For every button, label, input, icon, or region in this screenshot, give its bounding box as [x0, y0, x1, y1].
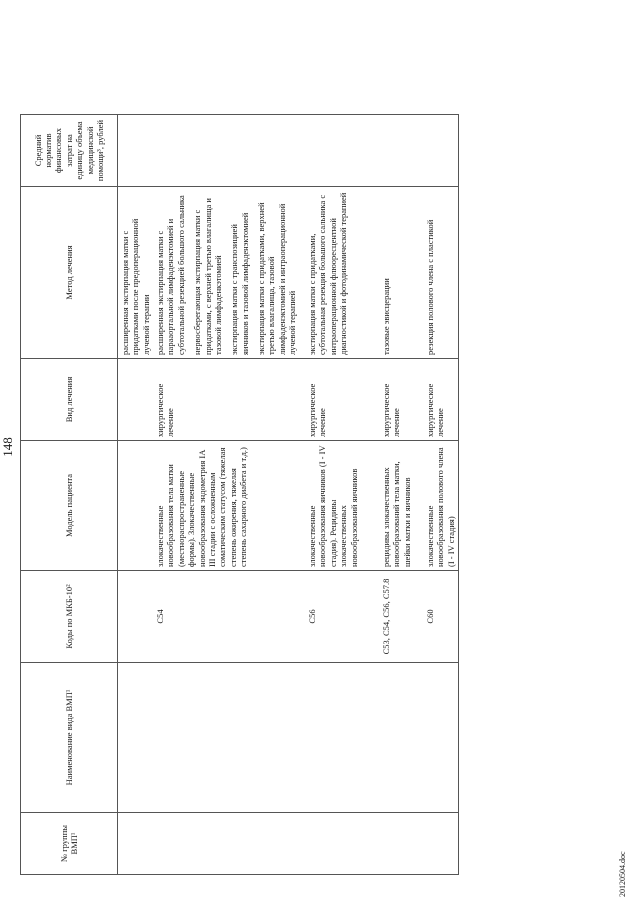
- treatment-method-item: нервосберегающая экстирпация матки с придатками, с верхней третью влагалища и тазовой лимфаденкэтомией: [192, 198, 223, 355]
- cell-treatment-method: [153, 187, 305, 359]
- treatment-method-item: экстирпация матки с придатками, субтотальная резекция большого сальника с интраоперационной флюоресцентной диагностикой и фотодинамической терапией: [307, 192, 349, 355]
- cell-treatment-method: [379, 187, 423, 359]
- cell-icd-code: [118, 571, 154, 663]
- cell-group-no: [118, 813, 154, 875]
- cell-vmp-name: [305, 663, 379, 813]
- cell-vmp-name: [379, 663, 423, 813]
- cell-patient-model: злокачественные новообразования тела матки (местнораспространенные формы). Злокачественные новообразования эндометрия IA III стадии с осложненным соматическим статусом (тяжелая степень ожирения, тяжелая степень сахарного диабета и т.д.): [153, 441, 305, 571]
- treatment-method-item: резекция полового члена с пластикой: [425, 219, 436, 355]
- cell-icd-code: C60: [423, 571, 459, 663]
- cell-icd-code: C53, C54, C56, C57.8: [379, 571, 423, 663]
- cell-group-no: [153, 813, 305, 875]
- footer-filename: 20120504.doc: [618, 851, 627, 897]
- cell-icd-code: C54: [153, 571, 305, 663]
- table-row: [153, 115, 305, 875]
- cell-vmp-name: [118, 663, 154, 813]
- header-patient-model: Модель пациента: [21, 441, 118, 571]
- cell-treatment-type: хирургическое лечение: [379, 359, 423, 441]
- header-treatment-type: Вид лечения: [21, 359, 118, 441]
- header-vmp-name: Наименование вида ВМП¹: [21, 663, 118, 813]
- treatment-method-item: расширенная экстирпация матки с придатками после предоперационной лучевой терапии: [120, 218, 151, 355]
- header-norm-cost: Средний норматив финансовых затрат на единицу объема медицинской помощи³, рублей: [21, 115, 118, 187]
- cell-group-no: [379, 813, 423, 875]
- cell-norm-cost: [423, 115, 459, 187]
- cell-patient-model: злокачественные новообразования полового члена (I - IV стадия): [423, 441, 459, 571]
- treatment-method-item: тазовые эвисцерации: [381, 278, 392, 355]
- cell-group-no: [305, 813, 379, 875]
- treatment-method-item: экстирпация матки с придатками, верхней третью влагалища, тазовой лимфаденэктомией и интраоперационной лучевой терапией: [255, 202, 298, 355]
- cell-treatment-type: хирургическое лечение: [305, 359, 379, 441]
- vmp-table: [20, 114, 459, 875]
- cell-icd-code: C56: [305, 571, 379, 663]
- cell-norm-cost: [118, 115, 154, 187]
- cell-vmp-name: [423, 663, 459, 813]
- cell-norm-cost: [153, 115, 305, 187]
- table-row: [379, 115, 423, 875]
- cell-treatment-type: хирургическое лечение: [153, 359, 305, 441]
- cell-treatment-type: [118, 359, 154, 441]
- cell-norm-cost: [379, 115, 423, 187]
- table-row: [118, 115, 154, 875]
- cell-vmp-name: [153, 663, 305, 813]
- page-number: 148: [0, 437, 15, 457]
- cell-treatment-method: [118, 187, 154, 359]
- table-row: [305, 115, 379, 875]
- header-group-no: № группы ВМП¹: [21, 813, 118, 875]
- table-header-row: [21, 115, 118, 875]
- header-treatment-method: Метод лечения: [21, 187, 118, 359]
- cell-treatment-method: [305, 187, 379, 359]
- cell-patient-model: злокачественные новообразования яичников (I - IV стадия). Рецидивы злокачественных новообразований яичников: [305, 441, 379, 571]
- cell-patient-model: рецидивы злокачественных новообразований тела матки, шейки матки и яичников: [379, 441, 423, 571]
- treatment-method-item: расширенная экстирпация матки с парааортальной лимфаденэктомией и субтотальной резекцией большого сальника: [155, 195, 186, 355]
- cell-group-no: [423, 813, 459, 875]
- treatment-method-item: экстирпация матки с транспозицией яичников и тазовой лимфаденэктомией: [229, 212, 250, 355]
- table-row: [423, 115, 459, 875]
- header-icd-codes: Коды по МКБ-10²: [21, 571, 118, 663]
- cell-treatment-method: [423, 187, 459, 359]
- cell-norm-cost: [305, 115, 379, 187]
- cell-patient-model: [118, 441, 154, 571]
- cell-treatment-type: хирургическое лечение: [423, 359, 459, 441]
